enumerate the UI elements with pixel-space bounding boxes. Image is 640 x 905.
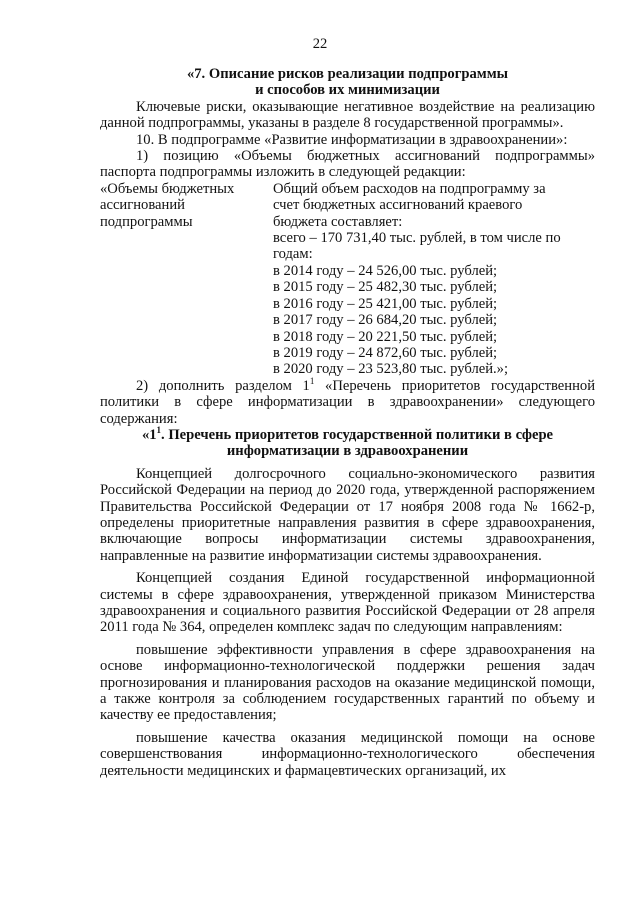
section-7-heading-line-1: «7. Описание рисков реализации подпрограммы bbox=[186, 66, 509, 82]
budget-table-label bbox=[100, 181, 273, 378]
body-paragraph: Концепцией долгосрочного социально-экономического развития Российской Федерации на период до 2020 года, утвержденной распоряжением Правительства Российской Федерации от 17 ноября 2008 года № 1662-р, определены приоритетные направления развития в сфере здравоохранения, включающие вопросы информатизации системы здравоохранения, направленные на развитие информатизации системы здравоохранения. bbox=[100, 465, 595, 564]
item-2 bbox=[100, 375, 596, 427]
table-right-line: в 2017 году – 26 684,20 тыс. рублей; bbox=[273, 312, 498, 329]
item-10: 10. В подпрограмме «Развитие информатизации в здравоохранении»: bbox=[136, 131, 568, 148]
table-left-line: ассигнований bbox=[100, 197, 185, 214]
body-paragraph: повышение эффективности управления в сфере здравоохранения на основе информационно-технологической поддержки решения задач прогнозирования и планирования расходов на оказание медицинской помощи, а также контроля за соблюдением государственных гарантий по объему и качеству ее предоставления; bbox=[100, 641, 595, 724]
table-right-line: счет бюджетных ассигнований краевого bbox=[273, 197, 523, 214]
section-1-1-heading-line-2: информатизации в здравоохранении bbox=[226, 443, 469, 460]
table-right-line: в 2019 году – 24 872,60 тыс. рублей; bbox=[273, 344, 498, 361]
item-1: 1) позицию «Объемы бюджетных ассигнований подпрограммы» паспорта подпрограммы изложить в следующей редакции: bbox=[100, 148, 595, 181]
item-2-text: 2) дополнить разделом 1 bbox=[136, 377, 310, 394]
table-left-line: подпрограммы bbox=[100, 213, 193, 230]
page-number: 22 bbox=[312, 36, 328, 52]
table-right-line: в 2016 году – 25 421,00 тыс. рублей; bbox=[273, 295, 498, 312]
body-paragraph: Концепцией создания Единой государственной информационной системы в сфере здравоохранения, утвержденной приказом Министерства здравоохранения и социального развития Российской Федерации от 28 апреля 2011 года № 364, определен комплекс задач по следующим направлениям: bbox=[100, 570, 595, 636]
table-right-line: в 2015 году – 25 482,30 тыс. рублей; bbox=[273, 279, 498, 296]
table-right-line: бюджета составляет: bbox=[273, 213, 403, 230]
table-right-line: в 2014 году – 24 526,00 тыс. рублей; bbox=[273, 262, 498, 279]
table-right-line: всего – 170 731,40 тыс. рублей, в том числе по bbox=[273, 230, 561, 247]
heading-prefix: «1 bbox=[141, 426, 157, 443]
table-right-line: Общий объем расходов на подпрограмму за bbox=[273, 180, 546, 197]
section-1-1-heading-line-1 bbox=[100, 427, 595, 443]
budget-table-value bbox=[273, 181, 595, 378]
heading-rest: . Перечень приоритетов государственной политики в сфере bbox=[161, 426, 554, 443]
table-right-line: в 2020 году – 23 523,80 тыс. рублей.»; bbox=[273, 361, 509, 378]
heading-superscript: 1 bbox=[156, 425, 162, 436]
item-2-text-rest: «Перечень приоритетов государственной политики в сфере информатизации в здравоохранении» следующего содержания: bbox=[100, 377, 596, 427]
table-right-line: в 2018 году – 20 221,50 тыс. рублей; bbox=[273, 328, 498, 345]
budget-table bbox=[100, 181, 595, 378]
item-2-superscript: 1 bbox=[309, 375, 315, 386]
section-7-heading-line-2: и способов их минимизации bbox=[255, 82, 440, 99]
table-right-line: годам: bbox=[273, 246, 313, 263]
document-body bbox=[100, 66, 595, 779]
section-7-paragraph: Ключевые риски, оказывающие негативное воздействие на реализацию данной подпрограммы, указаны в разделе 8 государственной программы». bbox=[100, 98, 595, 132]
body-paragraph: повышение качества оказания медицинской помощи на основе совершенствования информационно-технологического обеспечения деятельности медицинских и фармацевтических организаций, их bbox=[100, 729, 595, 779]
table-left-line: «Объемы бюджетных bbox=[100, 180, 235, 197]
